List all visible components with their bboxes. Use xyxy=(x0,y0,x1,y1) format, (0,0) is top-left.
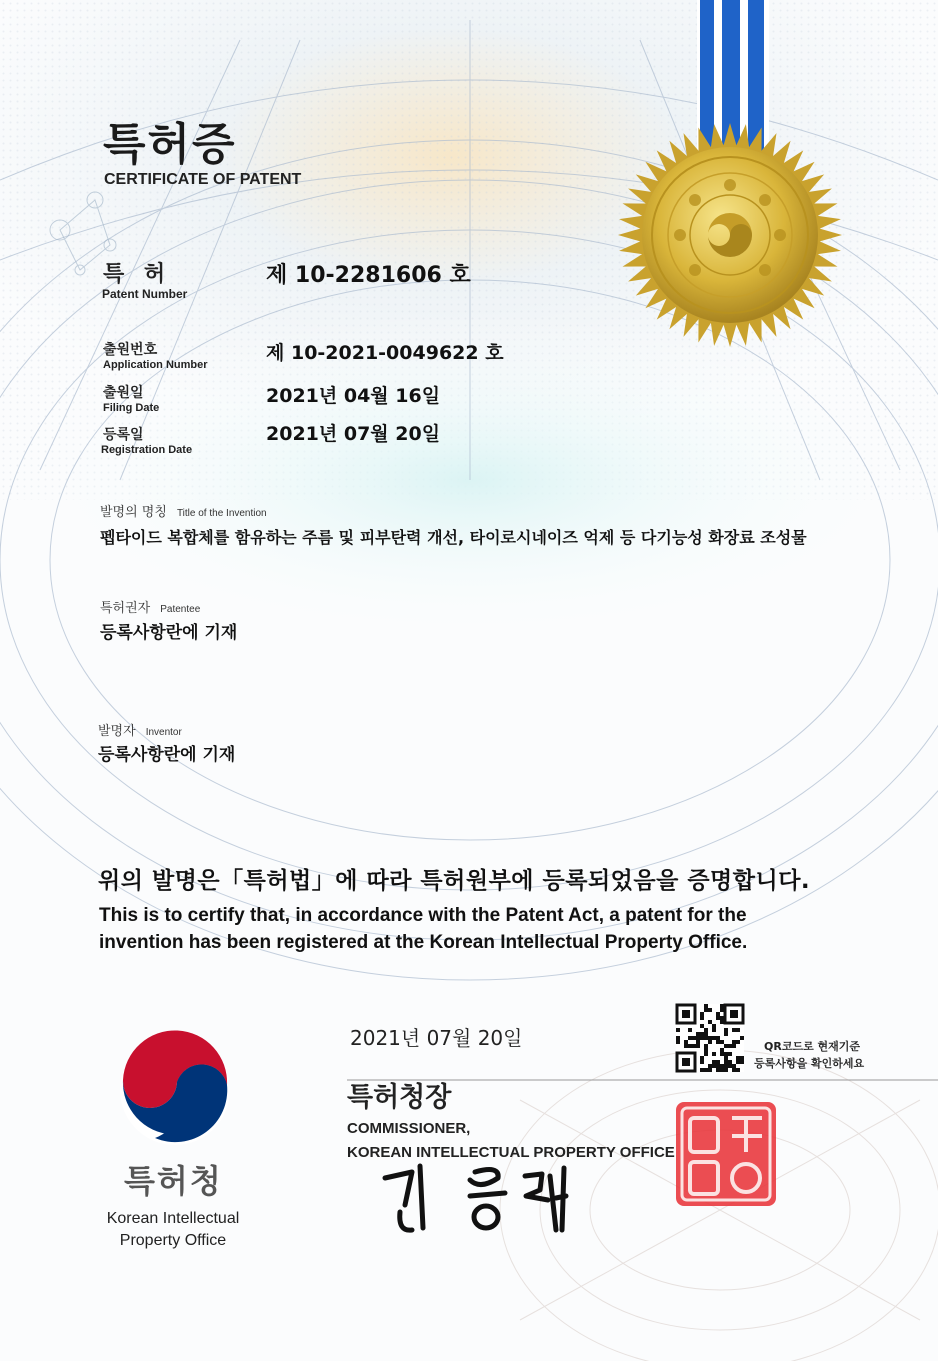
invention-title-label-english: Title of the Invention xyxy=(176,508,267,519)
qr-instruction xyxy=(754,1038,864,1072)
application-number-label-english: Application Number xyxy=(103,359,208,371)
application-number-value: 제 10-2021-0049622 호 xyxy=(266,342,504,364)
patent-number-label-english: Patent Number xyxy=(102,287,188,301)
statement-english-line1: This is to certify that, in accordance with the Patent Act, a patent for the xyxy=(99,905,747,926)
qr-instruction-line1: QR코드로 현재기준 xyxy=(764,1040,861,1053)
inventor-label-english: Inventor xyxy=(145,727,182,738)
invention-title-heading xyxy=(100,501,267,520)
patentee-heading xyxy=(100,597,200,616)
official-red-stamp xyxy=(676,1102,776,1206)
application-number-label: 출원번호 xyxy=(103,342,158,358)
registration-date-label: 등록일 xyxy=(103,427,144,443)
commissioner-title-english-line1: COMMISSIONER, xyxy=(347,1120,471,1137)
commissioner-title-english xyxy=(347,1117,675,1165)
filing-date-label: 출원일 xyxy=(103,385,144,401)
registration-date-value: 2021년 07월 20일 xyxy=(266,423,441,445)
invention-title-value: 펩타이드 복합체를 함유하는 주름 및 피부탄력 개선, 타이로시네이즈 억제 등 다기능성 화장료 조성물 xyxy=(100,528,807,547)
registration-date-label-english: Registration Date xyxy=(101,444,193,456)
statement-english-line2: invention has been registered at the Korean Intellectual Property Office. xyxy=(99,932,748,953)
certification-statement-english xyxy=(99,902,839,956)
office-name-english-line2: Property Office xyxy=(119,1232,227,1249)
kipo-logo-symbol xyxy=(120,1030,230,1145)
patentee-label: 특허권자 xyxy=(100,601,151,616)
inventor-value: 등록사항란에 기재 xyxy=(98,745,236,765)
certificate-title: 특허증 xyxy=(103,119,237,170)
qr-instruction-line2: 등록사항을 확인하세요 xyxy=(754,1057,865,1070)
office-name-english-line1: Korean Intellectual xyxy=(106,1210,240,1227)
issue-date: 2021년 07월 20일 xyxy=(350,1026,523,1050)
inventor-heading xyxy=(98,720,182,739)
office-name-korean: 특허청 xyxy=(124,1162,223,1200)
patentee-value: 등록사항란에 기재 xyxy=(100,623,238,643)
filing-date-value: 2021년 04월 16일 xyxy=(266,385,441,407)
filing-date-label-english: Filing Date xyxy=(103,402,160,414)
commissioner-signature xyxy=(385,1166,566,1230)
qr-code xyxy=(676,1004,744,1072)
patentee-label-english: Patentee xyxy=(160,604,201,615)
inventor-label: 발명자 xyxy=(98,724,136,739)
commissioner-title-english-line2: KOREAN INTELLECTUAL PROPERTY OFFICE xyxy=(347,1144,675,1161)
invention-title-label: 발명의 명칭 xyxy=(100,505,167,520)
commissioner-title: 특허청장 xyxy=(347,1082,452,1113)
certification-statement-korean: 위의 발명은「특허법」에 따라 특허원부에 등록되었음을 증명합니다. xyxy=(98,868,811,894)
patent-number-value: 제 10-2281606 호 xyxy=(266,263,471,288)
patent-number-label: 특 허 xyxy=(103,262,172,287)
office-name-english xyxy=(92,1208,254,1252)
certificate-title-english: CERTIFICATE OF PATENT xyxy=(104,171,302,188)
